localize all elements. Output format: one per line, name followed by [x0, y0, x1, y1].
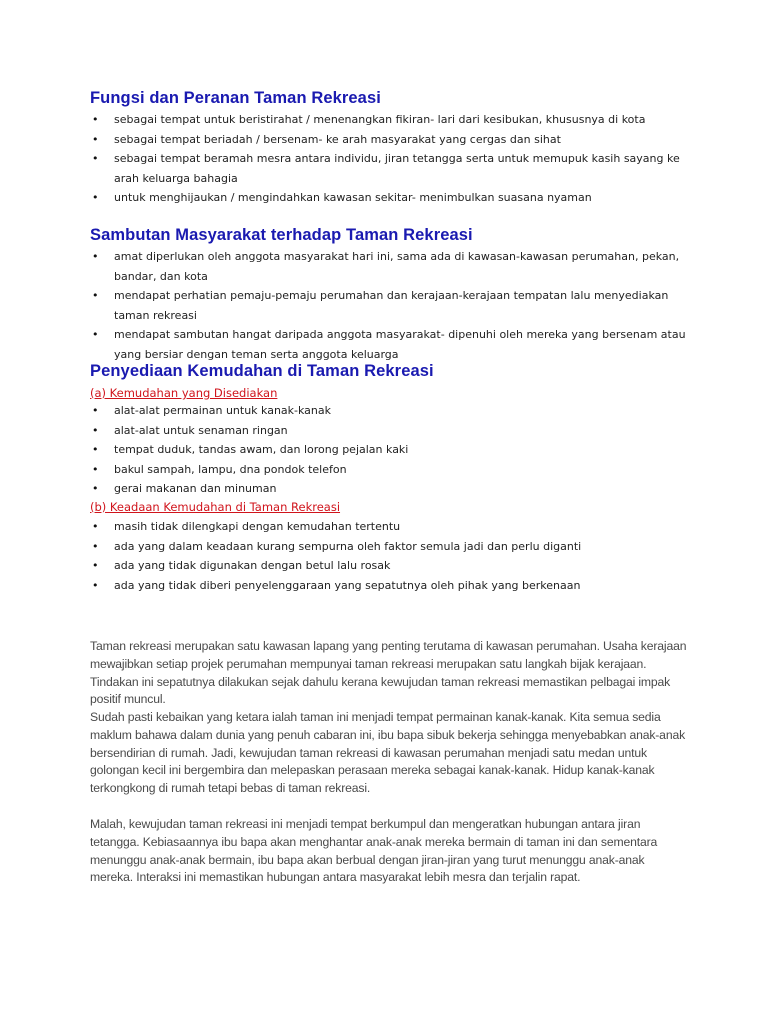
- list-kemudahan-disediakan: [90, 401, 690, 499]
- list-item: • ada yang tidak diberi penyelenggaraan yang sepatutnya oleh pihak yang berkenaan: [90, 576, 690, 596]
- bullet-icon: •: [92, 482, 99, 495]
- heading-penyediaan-kemudahan: Penyediaan Kemudahan di Taman Rekreasi: [90, 362, 434, 380]
- list-keadaan-kemudahan: [90, 517, 690, 595]
- list-item: • alat-alat permainan untuk kanak-kanak: [90, 401, 690, 421]
- list-item: • alat-alat untuk senaman ringan: [90, 421, 690, 441]
- list-item: • mendapat sambutan hangat daripada anggota masyarakat- dipenuhi oleh mereka yang bersenam atau yang bersiar dengan teman serta anggota keluarga: [90, 325, 690, 364]
- list-item: • sebagai tempat untuk beristirahat / menenangkan fikiran- lari dari kesibukan, khususnya di kota: [90, 110, 690, 130]
- bullet-icon: •: [92, 191, 99, 204]
- paragraph-intro: Taman rekreasi merupakan satu kawasan lapang yang penting terutama di kawasan perumahan. Usaha kerajaan mewajibkan setiap projek perumahan mempunyai taman rekreasi merupakan satu langkah bijak kerajaan. Tindakan ini sepatutnya dilakukan sejak dahulu kerana kewujudan taman rekreasi memastikan pelbagai impak positif muncul.: [90, 639, 687, 707]
- bullet-icon: •: [92, 289, 99, 302]
- list-item: • untuk menghijaukan / mengindahkan kawasan sekitar- menimbulkan suasana nyaman: [90, 188, 690, 208]
- list-item: • ada yang dalam keadaan kurang sempurna oleh faktor semula jadi dan perlu diganti: [90, 537, 690, 557]
- list-item: • masih tidak dilengkapi dengan kemudahan tertentu: [90, 517, 690, 537]
- heading-fungsi-peranan: Fungsi dan Peranan Taman Rekreasi: [90, 89, 381, 107]
- bullet-icon: •: [92, 578, 99, 592]
- bullet-icon: •: [92, 539, 99, 553]
- bullet-icon: •: [92, 520, 99, 533]
- list-item: • ada yang tidak digunakan dengan betul lalu rosak: [90, 556, 690, 576]
- heading-sambutan-masyarakat: Sambutan Masyarakat terhadap Taman Rekreasi: [90, 226, 473, 244]
- paragraph-hubungan-jiran: Malah, kewujudan taman rekreasi ini menjadi tempat berkumpul dan mengeratkan hubungan antara jiran tetangga. Kebiasaannya ibu bapa akan menghantar anak-anak mereka bermain di taman ini dan sementara menunggu anak-anak bermain, ibu bapa akan berbual dengan jiran-jiran yang turut menunggu anak-anak mereka. Interaksi ini memastikan hubungan antara masyarakat lebih mesra dan terjalin rapat.: [90, 817, 658, 885]
- bullet-icon: •: [92, 462, 99, 476]
- list-item: • bakul sampah, lampu, dna pondok telefon: [90, 460, 690, 480]
- subheading-kemudahan-disediakan: (a) Kemudahan yang Disediakan: [90, 386, 278, 400]
- list-item: • sebagai tempat beriadah / bersenam- ke arah masyarakat yang cergas dan sihat: [90, 130, 690, 150]
- bullet-icon: •: [92, 328, 99, 341]
- list-item: • sebagai tempat beramah mesra antara individu, jiran tetangga serta untuk memupuk kasih sayang ke arah keluarga bahagia: [90, 149, 690, 188]
- paragraph-kebaikan: Sudah pasti kebaikan yang ketara ialah taman ini menjadi tempat permainan kanak-kanak. Kita semua sedia maklum bahawa dalam dunia yang penuh cabaran ini, ibu bapa sibuk bekerja sehingga menyebabkan anak-anak bersendirian di rumah. Jadi, kewujudan taman rekreasi di kawasan perumahan menjadi satu medan untuk golongan kecil ini bergembira dan melepaskan perasaan mereka sebagai kanak-kanak. Hidup kanak-kanak terkongkong di rumah tetapi bebas di taman rekreasi.: [90, 710, 686, 796]
- bullet-icon: •: [92, 404, 99, 417]
- list-item: • gerai makanan dan minuman: [90, 479, 690, 499]
- list-item: • mendapat perhatian pemaju-pemaju perumahan dan kerajaan-kerajaan tempatan lalu menyediakan taman rekreasi: [90, 286, 690, 325]
- bullet-icon: •: [92, 250, 99, 263]
- list-fungsi-peranan: [90, 110, 690, 208]
- bullet-icon: •: [92, 559, 99, 572]
- list-sambutan-masyarakat: [90, 247, 690, 364]
- bullet-icon: •: [92, 443, 99, 456]
- bullet-icon: •: [92, 152, 99, 165]
- list-item: • tempat duduk, tandas awam, dan lorong pejalan kaki: [90, 440, 690, 460]
- subheading-keadaan-kemudahan: (b) Keadaan Kemudahan di Taman Rekreasi: [90, 500, 341, 514]
- list-item: • amat diperlukan oleh anggota masyarakat hari ini, sama ada di kawasan-kawasan perumahan, pekan, bandar, dan kota: [90, 247, 690, 286]
- bullet-icon: •: [92, 113, 99, 126]
- bullet-icon: •: [92, 132, 99, 146]
- bullet-icon: •: [92, 423, 99, 437]
